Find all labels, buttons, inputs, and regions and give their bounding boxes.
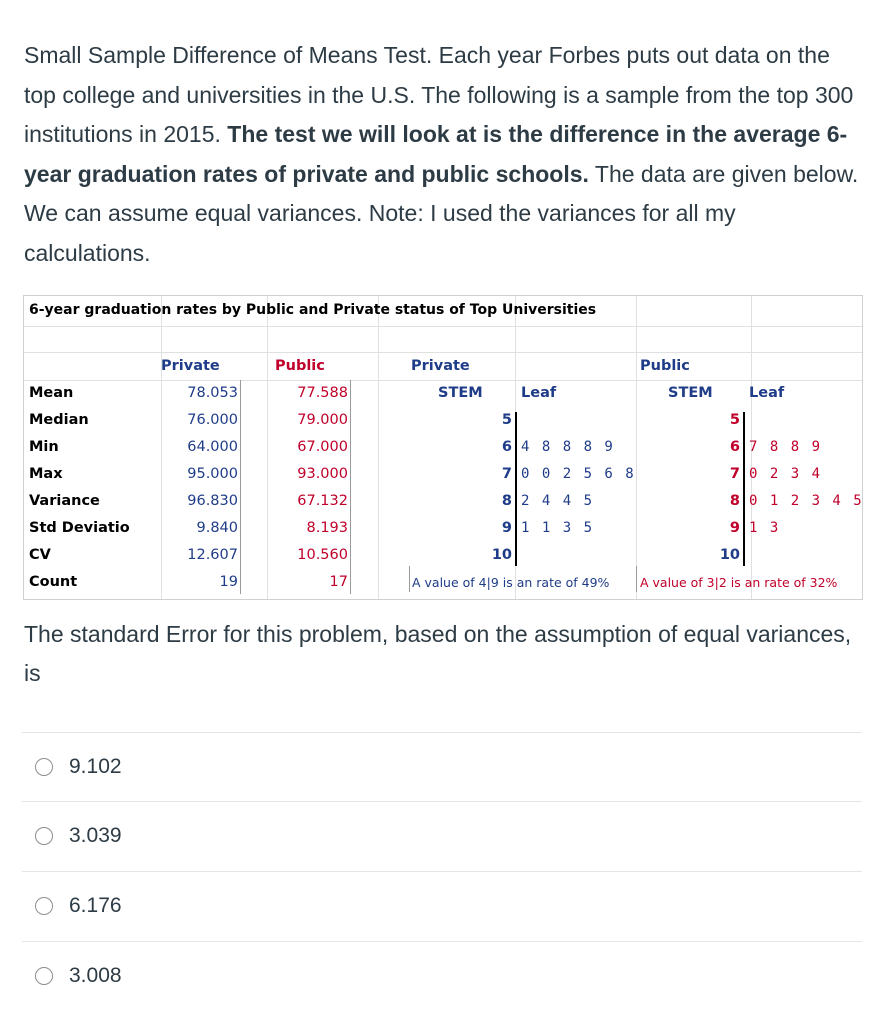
public-max: 93.000 [297,466,348,482]
private-stem-7: 7 [501,466,512,482]
public-cv: 10.560 [297,547,348,563]
public-stem-6: 6 [729,439,740,455]
private-leaf-9: 1 1 3 5 [521,520,595,536]
row-label-cv: CV [29,547,51,563]
public-min: 67.000 [297,439,348,455]
private-mean: 78.053 [187,385,238,401]
question-details: The data are given below. We can assume equal variances. Note: I used the variances for all my calculations. [24,160,859,266]
public-leaf-7: 0 2 3 4 [749,466,823,482]
public-stem-9: 9 [729,520,740,536]
private-count: 19 [219,574,238,590]
private-variance: 96.830 [187,493,238,509]
header-private: Private [161,358,220,374]
header-stem-2: STEM [668,385,713,401]
private-min: 64.000 [187,439,238,455]
header-stem-public: Public [640,358,690,374]
answer-option-3[interactable] [22,871,862,940]
row-label-min: Min [29,439,59,455]
answer-option-1[interactable] [22,732,862,801]
private-stddev: 9.840 [196,520,238,536]
public-median: 79.000 [297,412,348,428]
private-cv: 12.607 [187,547,238,563]
private-max: 95.000 [187,466,238,482]
radio-button[interactable] [35,967,53,985]
question-text [24,36,864,273]
header-public: Public [275,358,325,374]
row-label-mean: Mean [29,385,74,401]
answer-label: 3.008 [69,964,122,987]
public-leaf-6: 7 8 8 9 [749,439,823,455]
public-mean: 77.588 [297,385,348,401]
answer-label: 9.102 [69,755,122,778]
private-note: A value of 4|9 is an rate of 49% [412,575,610,590]
table-title: 6-year graduation rates by Public and Private status of Top Universities [29,302,597,318]
public-leaf-9: 1 3 [749,520,781,536]
public-stddev: 8.193 [306,520,348,536]
public-leaf-8: 0 1 2 3 4 5 [749,493,864,509]
row-label-max: Max [29,466,63,482]
question-intro: Small Sample Difference of Means Test. Each year Forbes puts out data on the top college and universities in the U.S. The following is a sample from the top 300 institutions in 2015. [24,42,854,147]
public-stem-8: 8 [729,493,740,509]
radio-button[interactable] [35,758,53,776]
private-median: 76.000 [187,412,238,428]
private-stem-9: 9 [501,520,512,536]
prompt-text: The standard Error for this problem, based on the assumption of equal variances, is [24,621,852,686]
answer-label: 3.039 [69,824,122,847]
header-leaf: Leaf [521,385,557,401]
header-leaf-2: Leaf [749,385,785,401]
header-stem-private: Private [411,358,470,374]
public-stem-10: 10 [719,547,740,563]
public-stem-5: 5 [729,412,740,428]
answer-option-2[interactable] [22,801,862,870]
public-note: A value of 3|2 is an rate of 32% [640,575,838,590]
private-leaf-6: 4 8 8 8 9 [521,439,615,455]
private-leaf-8: 2 4 4 5 [521,493,595,509]
row-label-median: Median [29,412,89,428]
answer-label: 6.176 [69,894,122,917]
public-variance: 67.132 [297,493,348,509]
radio-button[interactable] [35,827,53,845]
answer-option-4[interactable] [22,941,862,1010]
data-table-image [23,295,863,600]
private-stem-6: 6 [501,439,512,455]
private-stem-5: 5 [501,412,512,428]
row-label-stddev: Std Deviatio [29,520,130,536]
row-label-variance: Variance [29,493,100,509]
private-leaf-7: 0 0 2 5 6 8 [521,466,636,482]
row-label-count: Count [29,574,78,590]
public-count: 17 [329,574,348,590]
header-stem: STEM [438,385,483,401]
private-stem-10: 10 [491,547,512,563]
radio-button[interactable] [35,897,53,915]
question-bold-text: The test we will look at is the difference in the average 6-year graduation rates of private and public schools. [24,121,848,187]
private-stem-8: 8 [501,493,512,509]
public-stem-7: 7 [729,466,740,482]
